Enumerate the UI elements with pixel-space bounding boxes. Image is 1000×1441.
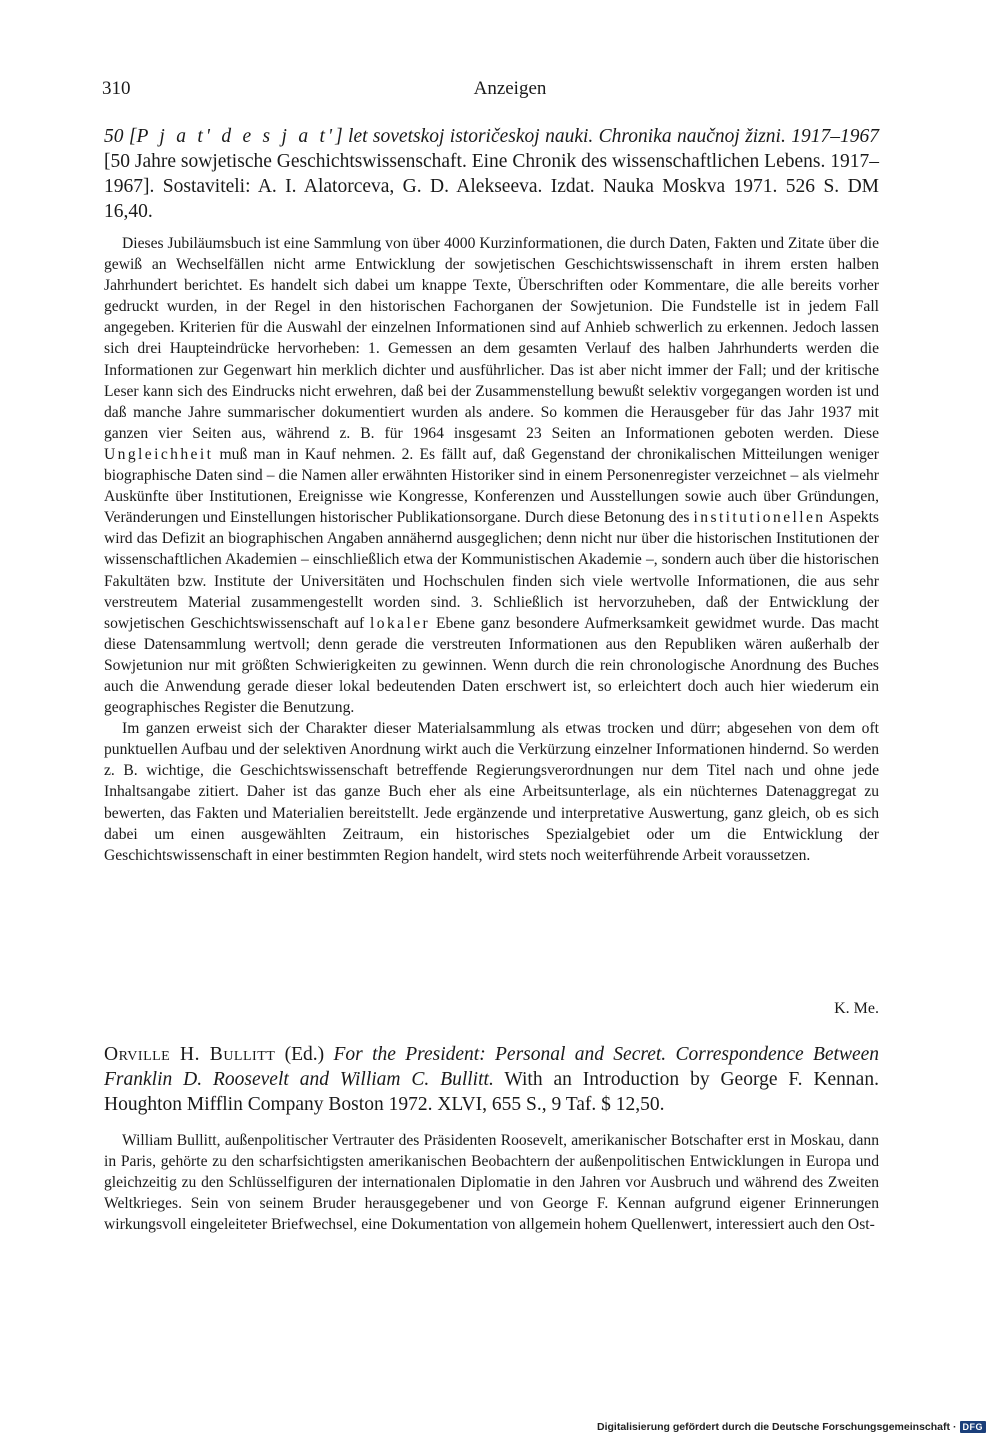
entry2-author: Orville H. Bullitt [104, 1044, 276, 1065]
entry1-p1-text-a: Dieses Jubiläumsbuch ist eine Sammlung von über 4000 Kurzinformationen, die durch Daten, Fakten und Zitate über die gewiß an Wechselfällen nicht arme Entwicklung der sowjetischen Geschichtswissenschaft in ihrem ersten halben Jahrhundert berichtet. Es handelt sich dabei um knappe Texte, Überschriften oder Kommentare, die alle bereits vorher gedruckt wurden, in der Regel in den historischen Fachorganen der Sowjetunion. Die Fundstelle ist in jedem Fall angegeben. Kriterien für die Auswahl der einzelnen Informationen sind auf Anhieb schwerlich zu erkennen. Jedoch lassen sich drei Haupteindrücke hervorheben: 1. Gemessen an dem gesamten Verlauf des halben Jahrhunderts werden die Informationen zur Gegenwart hin merklich dichter und ausführlicher. Das ist aber nicht immer der Fall; und der kritische Leser kann sich des Eindrucks nicht erwehren, daß bei der Zusammenstellung bewußt selektiv vorgegangen worden ist und daß manche Jahre summarischer dokumentiert wurden als andere. So kommen die Herausgeber für das Jahr 1937 mit ganzen vier Seiten aus, während z. B. für 1964 insgesamt 23 Seiten an Informationen geboten werden. Diese [104, 235, 879, 442]
page-number: 310 [102, 78, 131, 99]
entry1-title-rest: ] let sovetskoj istoričeskoj nauki. Chronika naučnoj žizni. 1917–1967 [335, 126, 879, 147]
entry1-p1-text-b: muß man in Kauf nehmen. 2. Es fällt auf, daß Gegenstand der chronikalischen Mitteilungen weniger biographische Daten sind – die Namen aller erwähnten Historiker sind in einem Personenregister verzeichnet – als vielmehr Auskünfte über Institutionen, Ereignisse wie Kongresse, Konferenzen und Ausstellungen sowie auch über Gründungen, Veränderungen und Einstellungen historischer Publikationsorgane. Durch diese Betonung des [104, 445, 879, 527]
entry1-signature: K. Me. [834, 1000, 879, 1017]
entry1-p1-text-c: Aspekts wird das Defizit an biographischen Angaben annähernd ausgeglichen; denn nicht nur über die historischen Institutionen der wissenschaftlichen Akademien – einschließlich etwa der Kommunistischen Akademie –, sondern auch über die historischen Fakultäten bzw. Institute der Universitäten und Hochschulen finden sich viele wertvolle Informationen, die aus sehr verstreutem Material zusammengestellt worden sind. 3. Schließlich ist hervorzuheben, daß der Entwicklung der sowjetischen Geschichtswissenschaft auf [104, 509, 879, 632]
footer-separator: · [953, 1421, 957, 1433]
entry2-citation [104, 1042, 879, 1117]
entry1-bib-details: [50 Jahre sowjetische Geschichtswissenschaft. Eine Chronik des wissenschaftlichen Lebens. 1917–1967]. Sostaviteli: A. I. Alatorceva, G. D. Alekseeva. Izdat. Nauka Moskva 1971. 526 S. DM 16,40. [104, 151, 879, 222]
entry1-p1-spaced-3: lokaler [370, 614, 431, 632]
running-header: Anzeigen [473, 78, 547, 99]
entry2-editor-note: (Ed.) [284, 1044, 325, 1065]
entry1-paragraph-1 [104, 233, 879, 718]
entry1-review-body [104, 233, 879, 866]
entry2-title: For the President: Personal and Secret. Correspondence Between Franklin D. Roosevelt and William C. Bullitt. [104, 1044, 880, 1090]
entry1-p1-text-d: Ebene ganz besondere Aufmerksamkeit gewidmet wurde. Das macht diese Datensammlung wertvoll; denn gerade die verstreuten Informationen aus den Republiken wären außerhalb der Sowjetunion nur mit größten Schwierigkeiten zu gewinnen. Wenn durch die rein chronologische Anordnung des Buches auch die Anwendung gerade dieser lokal bedeutenden Daten erschwert ist, so erleichtert doch auch hier wiederum ein geographisches Register die Benutzung. [104, 614, 879, 717]
entry1-citation [104, 124, 879, 224]
dfg-logo: DFG [960, 1421, 987, 1433]
entry2-review-body [104, 1130, 879, 1235]
entry2-paragraph-1: William Bullitt, außenpolitischer Vertrauter des Präsidenten Roosevelt, amerikanischer Botschafter erst in Moskau, dann in Paris, gehörte zu den scharfsichtigsten amerikanischen Beobachtern der außenpolitischen Entwicklungen in Europa und gleichzeitig zu den Schlüsselfiguren der internationalen Diplomatie in den Jahren vor Ausbruch und während des Zweiten Weltkrieges. Sein von seinem Bruder herausgegebener und von George F. Kennan aufgrund eigener Erinnerungen wirkungsvoll eingeleiteter Briefwechsel, eine Dokumentation von allgemein hohem Quellenwert, interessiert auch den Ost- [104, 1132, 879, 1234]
footer-text: Digitalisierung gefördert durch die Deutsche Forschungsgemeinschaft [597, 1421, 950, 1433]
entry1-p1-spaced-2: institutionellen [693, 509, 826, 527]
entry1-p1-spaced-1: Ungleichheit [104, 445, 214, 463]
entry1-title-spaced: P j a t' d e s j a t' [136, 126, 336, 147]
entry2-bib-details: With an Introduction by George F. Kennan. Houghton Mifflin Company Boston 1972. XLVI, 655 S., 9 Taf. $ 12,50. [104, 1069, 879, 1115]
entry1-title-prefix: 50 [ [104, 126, 137, 147]
entry1-paragraph-2: Im ganzen erweist sich der Charakter dieser Materialsammlung als etwas trocken und dürr; abgesehen von dem oft punktuellen Aufbau und der selektiven Anordnung wirkt auch die Verkürzung einzelner Informationen hindernd. So werden z. B. wichtige, die Geschichtswissenschaft betreffende Regierungsverordnungen nur dem Titel nach und ohne jede Inhaltsangabe zitiert. Daher ist das ganze Buch eher als eine Arbeitsunterlage, als ein nüchternes Datenaggregat zu bewerten, das Fakten und Materialien bereitstellt. Jede ergänzende und interpretative Auswertung, ganz gleich, ob es sich dabei um einen ausgewählten Zeitraum, ein historisches Spezialgebiet oder um die Entwicklung der Geschichtswissenschaft in einer bestimmten Region handelt, wird stets noch weiterführende Arbeit voraussetzen. [104, 720, 879, 864]
digitization-footer [597, 1421, 986, 1433]
